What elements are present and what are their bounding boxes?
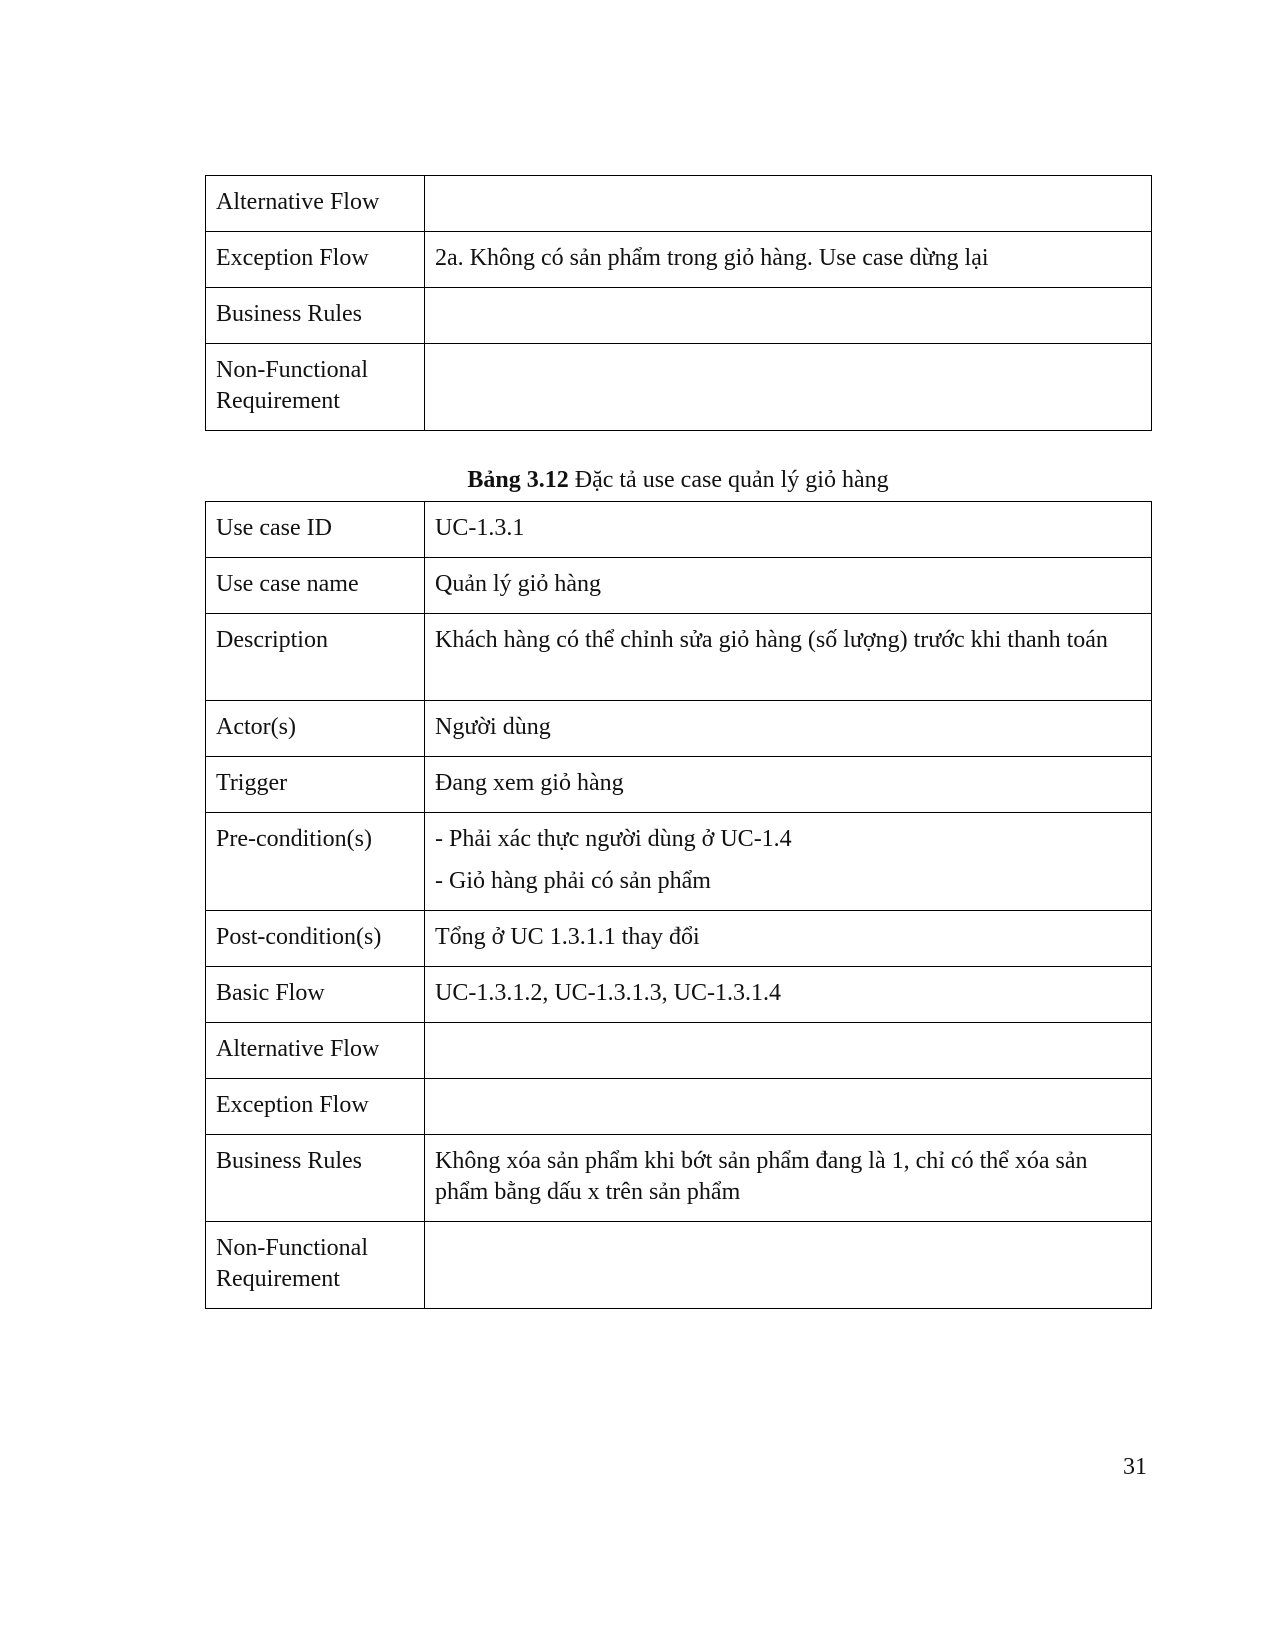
row-value-actors: Người dùng: [425, 701, 1152, 757]
row-value-non-functional-requirement: [425, 1222, 1152, 1309]
row-label-alternative-flow: Alternative Flow: [206, 1023, 425, 1079]
table-row: [206, 813, 1152, 911]
row-label-alternative-flow: Alternative Flow: [206, 176, 425, 232]
row-label-actors: Actor(s): [206, 701, 425, 757]
table-row: [206, 1222, 1152, 1309]
row-label-post-conditions: Post-condition(s): [206, 911, 425, 967]
table-row: [206, 1023, 1152, 1079]
table-row: [206, 701, 1152, 757]
table-row: [206, 558, 1152, 614]
table-row: [206, 1135, 1152, 1222]
table-caption-label: Bảng 3.12: [467, 467, 569, 493]
row-label-basic-flow: Basic Flow: [206, 967, 425, 1023]
table-row: [206, 502, 1152, 558]
row-label-non-functional-requirement: Non-Functional Requirement: [206, 1222, 425, 1309]
row-value-non-functional-requirement: [425, 344, 1152, 431]
row-value-exception-flow: 2a. Không có sản phẩm trong giỏ hàng. Use case dừng lại: [425, 232, 1152, 288]
pre-condition-item: - Phải xác thực người dùng ở UC-1.4: [435, 826, 792, 852]
row-value-use-case-id: UC-1.3.1: [425, 502, 1152, 558]
use-case-table: [205, 501, 1152, 1309]
table-row: [206, 967, 1152, 1023]
table-row: [206, 288, 1152, 344]
table-row: [206, 232, 1152, 288]
table-row: [206, 911, 1152, 967]
row-label-business-rules: Business Rules: [206, 1135, 425, 1222]
row-label-exception-flow: Exception Flow: [206, 1079, 425, 1135]
row-value-alternative-flow: [425, 176, 1152, 232]
row-value-business-rules: Không xóa sản phẩm khi bớt sản phẩm đang là 1, chỉ có thể xóa sản phẩm bằng dấu x trên sản phẩm: [425, 1135, 1152, 1222]
page-number: 31: [1123, 1454, 1147, 1480]
row-label-description: Description: [206, 614, 425, 701]
table-row: [206, 1079, 1152, 1135]
row-label-use-case-id: Use case ID: [206, 502, 425, 558]
table-row: [206, 344, 1152, 431]
row-value-trigger: Đang xem giỏ hàng: [425, 757, 1152, 813]
table-row: [206, 176, 1152, 232]
row-value-use-case-name: Quản lý giỏ hàng: [425, 558, 1152, 614]
table-row: [206, 757, 1152, 813]
row-value-basic-flow: UC-1.3.1.2, UC-1.3.1.3, UC-1.3.1.4: [425, 967, 1152, 1023]
row-label-trigger: Trigger: [206, 757, 425, 813]
row-label-use-case-name: Use case name: [206, 558, 425, 614]
row-label-exception-flow: Exception Flow: [206, 232, 425, 288]
use-case-table-continued: [205, 175, 1152, 431]
row-value-business-rules: [425, 288, 1152, 344]
table-row: [206, 614, 1152, 701]
row-label-pre-conditions: Pre-condition(s): [206, 813, 425, 911]
row-value-pre-conditions: [425, 813, 1152, 911]
row-value-description: Khách hàng có thể chỉnh sửa giỏ hàng (số lượng) trước khi thanh toán: [425, 614, 1152, 701]
row-value-exception-flow: [425, 1079, 1152, 1135]
row-value-alternative-flow: [425, 1023, 1152, 1079]
pre-condition-item: - Giỏ hàng phải có sản phẩm: [435, 868, 711, 894]
table-caption: [205, 465, 1151, 496]
table-caption-text: Đặc tả use case quản lý giỏ hàng: [574, 467, 889, 493]
row-label-business-rules: Business Rules: [206, 288, 425, 344]
row-value-post-conditions: Tổng ở UC 1.3.1.1 thay đổi: [425, 911, 1152, 967]
row-label-non-functional-requirement: Non-Functional Requirement: [206, 344, 425, 431]
